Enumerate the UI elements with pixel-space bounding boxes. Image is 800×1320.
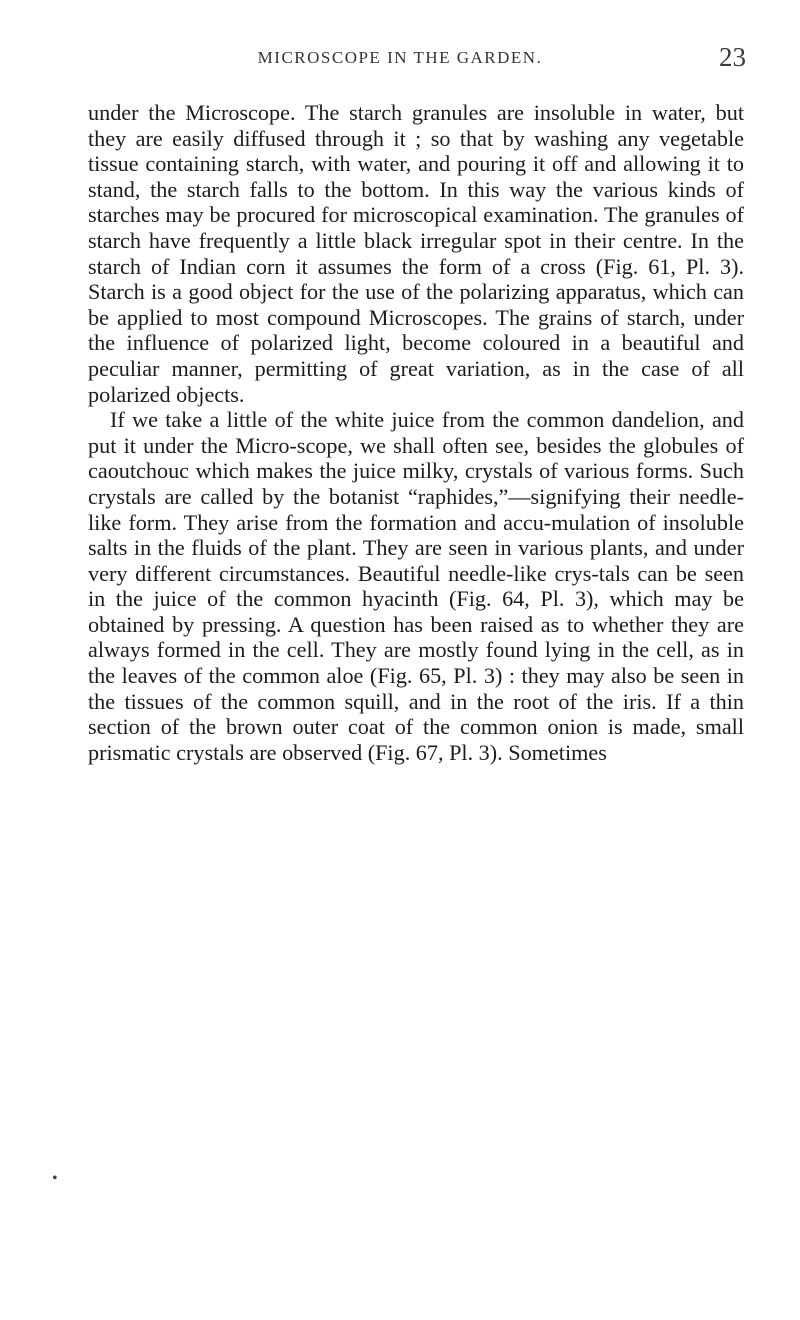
margin-mark: • [52, 1170, 58, 1187]
paragraph-starch: under the Microscope. The starch granules are insoluble in water, but they are easily diffused through it ; so that by washing any vegetable tissue containing starch, with water, and pouring it off and allowing it to stand, the starch falls to the bottom. In this way the various kinds of starches may be procured for microscopical examination. The granules of starch have frequently a little black irregular spot in their centre. In the starch of Indian corn it assumes the form of a cross (Fig. 61, Pl. 3). Starch is a good object for the use of the polarizing apparatus, which can be applied to most compound Microscopes. The grains of starch, under the influence of polarized light, become coloured in a beautiful and peculiar manner, permitting of great variation, as in the case of all polarized objects. [88, 100, 744, 407]
page-number: 23 [719, 42, 746, 72]
paragraph-raphides: If we take a little of the white juice from the common dandelion, and put it under the Micro-scope, we shall often see, besides the globules of caoutchouc which makes the juice milky, crystals of various forms. Such crystals are called by the botanist “raphides,”—signifying their needle-like form. They arise from the formation and accu-mulation of insoluble salts in the fluids of the plant. They are seen in various plants, and under very different circumstances. Beautiful needle-like crys-tals can be seen in the juice of the common hyacinth (Fig. 64, Pl. 3), which may be obtained by pressing. A question has been raised as to whether they are always formed in the cell. They are mostly found lying in the cell, as in the leaves of the common aloe (Fig. 65, Pl. 3) : they may also be seen in the tissues of the common squill, and in the root of the iris. If a thin section of the brown outer coat of the common onion is made, small prismatic crystals are observed (Fig. 67, Pl. 3). Sometimes [88, 407, 744, 765]
running-header [0, 42, 800, 72]
running-title: MICROSCOPE IN THE GARDEN. [257, 48, 543, 67]
body-text [88, 100, 744, 765]
